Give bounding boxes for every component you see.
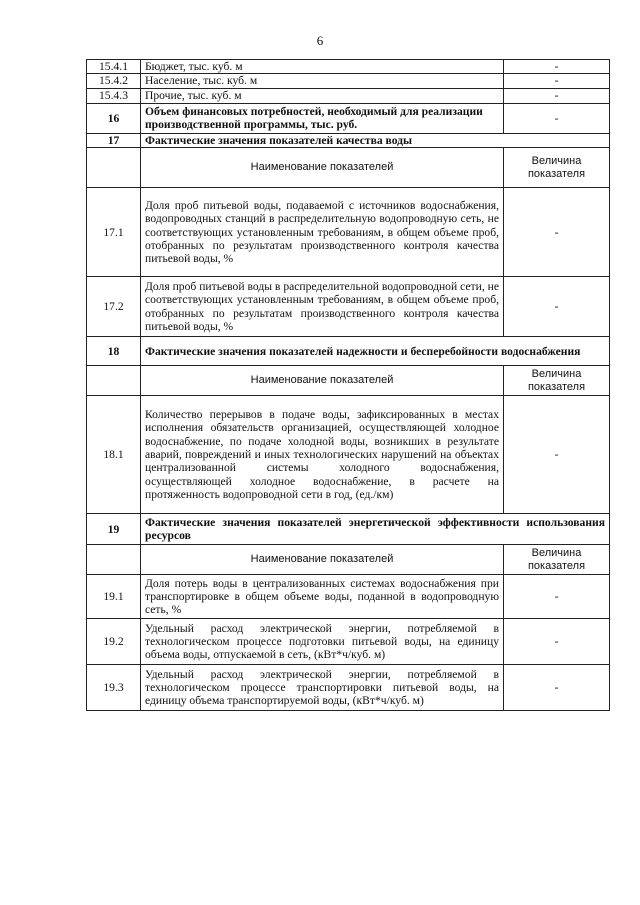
section-title: Фактические значения показателей качества воды [141, 133, 610, 147]
row-number: 15.4.2 [87, 74, 141, 88]
row-number: 17.1 [87, 188, 141, 277]
header-row [87, 148, 610, 188]
row-number: 19.3 [87, 665, 141, 711]
row-number: 16 [87, 103, 141, 133]
row-number: 18.1 [87, 396, 141, 514]
column-header-name: Наименование показателей [141, 148, 504, 188]
row-name: Население, тыс. куб. м [141, 74, 504, 88]
column-header-name: Наименование показателей [141, 545, 504, 575]
row-number: 15.4.1 [87, 60, 141, 74]
row-name: Доля проб питьевой воды в распределительной водопроводной сети, не соответствующих установленным требованиям, в общем объеме проб, отобранных по результатам производственного контроля качества питьевой воды, % [141, 277, 504, 337]
section-row [87, 514, 610, 545]
row-name: Бюджет, тыс. куб. м [141, 60, 504, 74]
row-value: - [504, 88, 610, 103]
column-header-value: Величина показателя [504, 148, 610, 188]
section-title: Фактические значения показателей энергетической эффективности использования ресурсов [141, 514, 610, 545]
table-row [87, 277, 610, 337]
header-row [87, 545, 610, 575]
row-value: - [504, 103, 610, 133]
section-row [87, 133, 610, 147]
row-value: - [504, 619, 610, 665]
table-row [87, 188, 610, 277]
header-row [87, 366, 610, 396]
row-value: - [504, 60, 610, 74]
empty-cell [87, 545, 141, 575]
section-row [87, 337, 610, 366]
table-row [87, 103, 610, 133]
page-number: 6 [316, 33, 324, 48]
section-number: 18 [87, 337, 141, 366]
row-value: - [504, 188, 610, 277]
row-name: Доля потерь воды в централизованных системах водоснабжения при транспортировке в общем объеме воды, поданной в водопроводную сеть, % [141, 575, 504, 619]
row-number: 15.4.3 [87, 88, 141, 103]
table-row [87, 396, 610, 514]
row-number: 19.2 [87, 619, 141, 665]
row-value: - [504, 665, 610, 711]
table-row [87, 60, 610, 74]
row-number: 19.1 [87, 575, 141, 619]
row-name: Прочие, тыс. куб. м [141, 88, 504, 103]
row-number: 17.2 [87, 277, 141, 337]
row-value: - [504, 396, 610, 514]
row-value: - [504, 575, 610, 619]
table-row [87, 619, 610, 665]
section-number: 17 [87, 133, 141, 147]
column-header-name: Наименование показателей [141, 366, 504, 396]
row-name: Удельный расход электрической энергии, потребляемой в технологическом процессе подготовки питьевой воды, на единицу объема воды, отпускаемой в сеть, (кВт*ч/куб. м) [141, 619, 504, 665]
column-header-value: Величина показателя [504, 366, 610, 396]
column-header-value: Величина показателя [504, 545, 610, 575]
row-value: - [504, 277, 610, 337]
row-name: Объем финансовых потребностей, необходимый для реализации производственной программы, тыс. руб. [141, 103, 504, 133]
empty-cell [87, 366, 141, 396]
table-row [87, 74, 610, 88]
table-row [87, 575, 610, 619]
table-row [87, 665, 610, 711]
section-number: 19 [87, 514, 141, 545]
empty-cell [87, 148, 141, 188]
row-name: Количество перерывов в подаче воды, зафиксированных в местах исполнения обязательств организацией, осуществляющей холодное водоснабжение, по подаче холодной воды, возникших в результате аварий, повреждений и иных технологических нарушений на объектах централизованной системы холодного водоснабжения, осуществляющей холодное водоснабжение, в расчете на протяженность водопроводной сети в год, (ед./км) [141, 396, 504, 514]
row-name: Удельный расход электрической энергии, потребляемой в технологическом процессе транспортировки питьевой воды, на единицу объема транспортируемой воды, (кВт*ч/куб. м) [141, 665, 504, 711]
section-title: Фактические значения показателей надежности и бесперебойности водоснабжения [141, 337, 610, 366]
indicators-table [86, 59, 610, 711]
row-value: - [504, 74, 610, 88]
row-name: Доля проб питьевой воды, подаваемой с источников водоснабжения, водопроводных станций в распределительную водопроводную сеть, не соответствующих установленным требованиям, в общем объеме проб, отобранных по результатам производственного контроля качества питьевой воды, % [141, 188, 504, 277]
table-row [87, 88, 610, 103]
